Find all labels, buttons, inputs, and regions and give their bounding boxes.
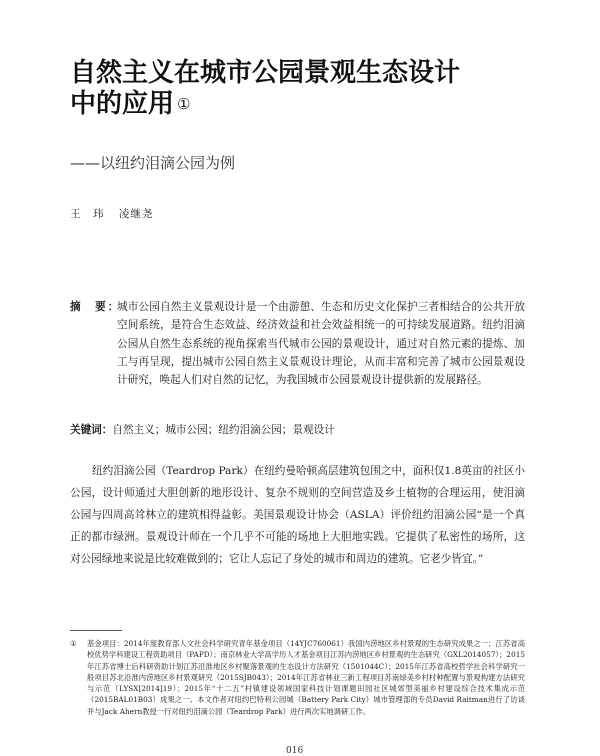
- abstract-text: 城市公园自然主义景观设计是一个由游憩、生态和历史文化保护三者相结合的公共开放空间系统，是符合生态效益、经济效益和社会效益相统一的可持续发展道路。纽约泪滴公园从自然生态系统的视角探索当代城市公园的景观设计，通过对自然元素的提炼、加工与再呈现，提出城市公园自然主义景观设计理论，从而丰富和完善了城市公园景观设计研究，唤起人们对自然的记忆，为我国城市公园景观设计提供新的发展路径。: [117, 301, 525, 387]
- article-subtitle: ——以纽约泪滴公园为例: [70, 154, 236, 172]
- keywords-section: [70, 422, 525, 438]
- footnote-mark: ①: [70, 639, 77, 648]
- footnote-divider: [70, 630, 122, 631]
- page-number: 016: [286, 746, 304, 756]
- author-name: 凌继尧: [118, 208, 154, 220]
- title-footnote-mark[interactable]: ①: [177, 95, 191, 113]
- footnote-text: 基金项目：2014年度教育部人文社会科学研究青年基金项目（14YJC760061）我国内涝地区乡村景观的生态研究成果之一；江苏省高校优势学科建设工程资助项目（PAPD）；南京林业大学高学历人才基金项目江苏内涝地区乡村景观的生态研究（GXL2014057）；2015年江苏省博士后科研资助计划江苏沿淮地区乡村聚落景观的生态设计方法研究（1501044C）；2015年江苏省高校哲学社会科学研究一般项目苏北沿淮内涝地区乡村景观研究（2015SJB043）；2014年江苏省林业三新工程项目苏南绿美乡村村种配置与景观构建方法研究与示范（LYSX[2014]19）；2015年“十二五”村镇建设领域国家科技计划课题田园社区城郊型美丽乡村建设综合技术集成示范（2015BAL01B03）成果之一。本文作者对纽约巴特利公园城（Battery Park City）城市管理部的专员David Raitman进行了访谈并与Jack Ahern教授一行对纽约泪滴公园（Teardrop Park）进行两次实地调研工作。: [87, 639, 525, 716]
- body-paragraph: 纽约泪滴公园（Teardrop Park）在纽约曼哈顿高层建筑包围之中，面积仅1.8英亩的社区小公园，设计师通过大胆创新的地形设计、复杂不规则的空间营造及乡土植物的合理运用，使泪滴公园与四周高耸林立的建筑相得益彰。美国景观设计协会（ASLA）评价纽约泪滴公园“是一个真正的都市绿洲。景观设计师在一个几乎不可能的场地上大胆地实践。它提供了私密性的场所，这对公园绿地来说是比较难做到的；它让人忘记了身处的城市和周边的建筑。它老少皆宜。”: [70, 465, 525, 565]
- author-list: [70, 206, 163, 221]
- abstract-section: [70, 298, 525, 389]
- keywords-text: 自然主义；城市公园；纽约泪滴公园；景观设计: [112, 424, 335, 436]
- footnote: [70, 638, 525, 717]
- abstract-label: 摘 要：: [70, 301, 121, 313]
- article-title-line-1: 自然主义在城市公园景观生态设计: [70, 58, 461, 88]
- article-title: [70, 58, 540, 120]
- keywords-label: 关键词：: [70, 424, 113, 436]
- article-title-line-2-text: 中的应用: [70, 89, 175, 119]
- article-title-line-2: [70, 89, 540, 120]
- author-name: 王 玮: [70, 208, 105, 220]
